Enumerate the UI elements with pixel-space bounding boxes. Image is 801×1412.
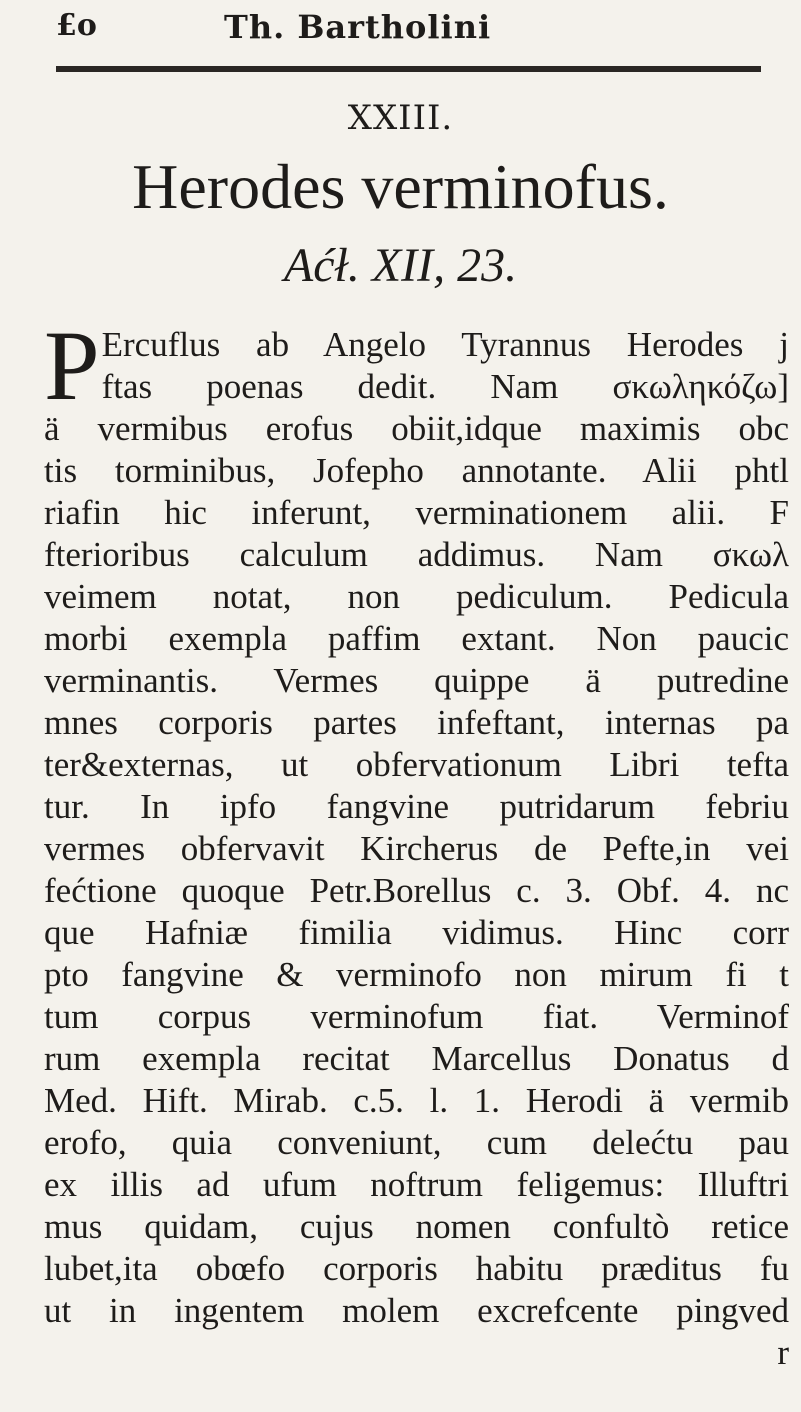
chapter-number: XXIII. — [347, 98, 454, 138]
text-line: ut in ingentem molem excrefcente pingved — [44, 1291, 789, 1330]
text-line: mus quidam, cujus nomen confultò retice — [44, 1207, 789, 1246]
text-line: rum exempla recitat Marcellus Donatus d — [44, 1039, 789, 1078]
text-line: veimem notat, non pediculum. Pedicula — [44, 577, 789, 616]
text-line: morbi exempla paffim extant. Non paucic — [44, 619, 789, 658]
text-line: fećtione quoque Petr.Borellus c. 3. Obf. 4. nc — [44, 871, 789, 910]
header-rule — [56, 66, 761, 72]
text-line: Ercuflus ab Angelo Tyrannus Herodes j — [101, 325, 789, 364]
text-line: Med. Hift. Mirab. c.5. l. 1. Herodi ä vermib — [44, 1081, 789, 1120]
text-line: tum corpus verminofum fiat. Verminof — [44, 997, 789, 1036]
text-line: r — [777, 1333, 789, 1372]
text-line: mnes corporis partes infeftant, internas pa — [44, 703, 789, 742]
text-line: ter&externas, ut obfervationum Libri tefta — [44, 745, 789, 784]
scripture-reference: Aćł. XII, 23. — [283, 239, 518, 292]
text-line: pto fangvine & verminofo non mirum fi t — [44, 955, 789, 994]
drop-cap: P — [44, 324, 100, 421]
text-line: lubet,ita obœfo corporis habitu præditus fu — [44, 1249, 789, 1288]
page-number: £o — [56, 8, 97, 43]
body-text — [44, 324, 789, 1404]
running-head — [56, 8, 776, 58]
text-line: que Hafniæ fimilia vidimus. Hinc corr — [44, 913, 789, 952]
text-line: riafin hic inferunt, verminationem alii. F — [44, 493, 789, 532]
text-line: ftas poenas dedit. Nam σκωληκόζω] — [101, 367, 789, 406]
text-line: ä vermibus erofus obiit,idque maximis obc — [44, 409, 789, 448]
text-line: vermes obfervavit Kircherus de Pefte,in vei — [44, 829, 789, 868]
text-line: tis torminibus, Jofepho annotante. Alii phtl — [44, 451, 789, 490]
chapter-title: Herodes verminofus. — [132, 151, 669, 222]
text-line: tur. In ipfo fangvine putridarum febriu — [44, 787, 789, 826]
text-line: ex illis ad ufum noftrum feligemus: Illuftri — [44, 1165, 789, 1204]
running-title: Th. Bartholini — [224, 8, 492, 46]
text-line: erofo, quia conveniunt, cum delećtu pau — [44, 1123, 789, 1162]
text-line: verminantis. Vermes quippe ä putredine — [44, 661, 789, 700]
text-line: fterioribus calculum addimus. Nam σκωλ — [44, 535, 789, 574]
